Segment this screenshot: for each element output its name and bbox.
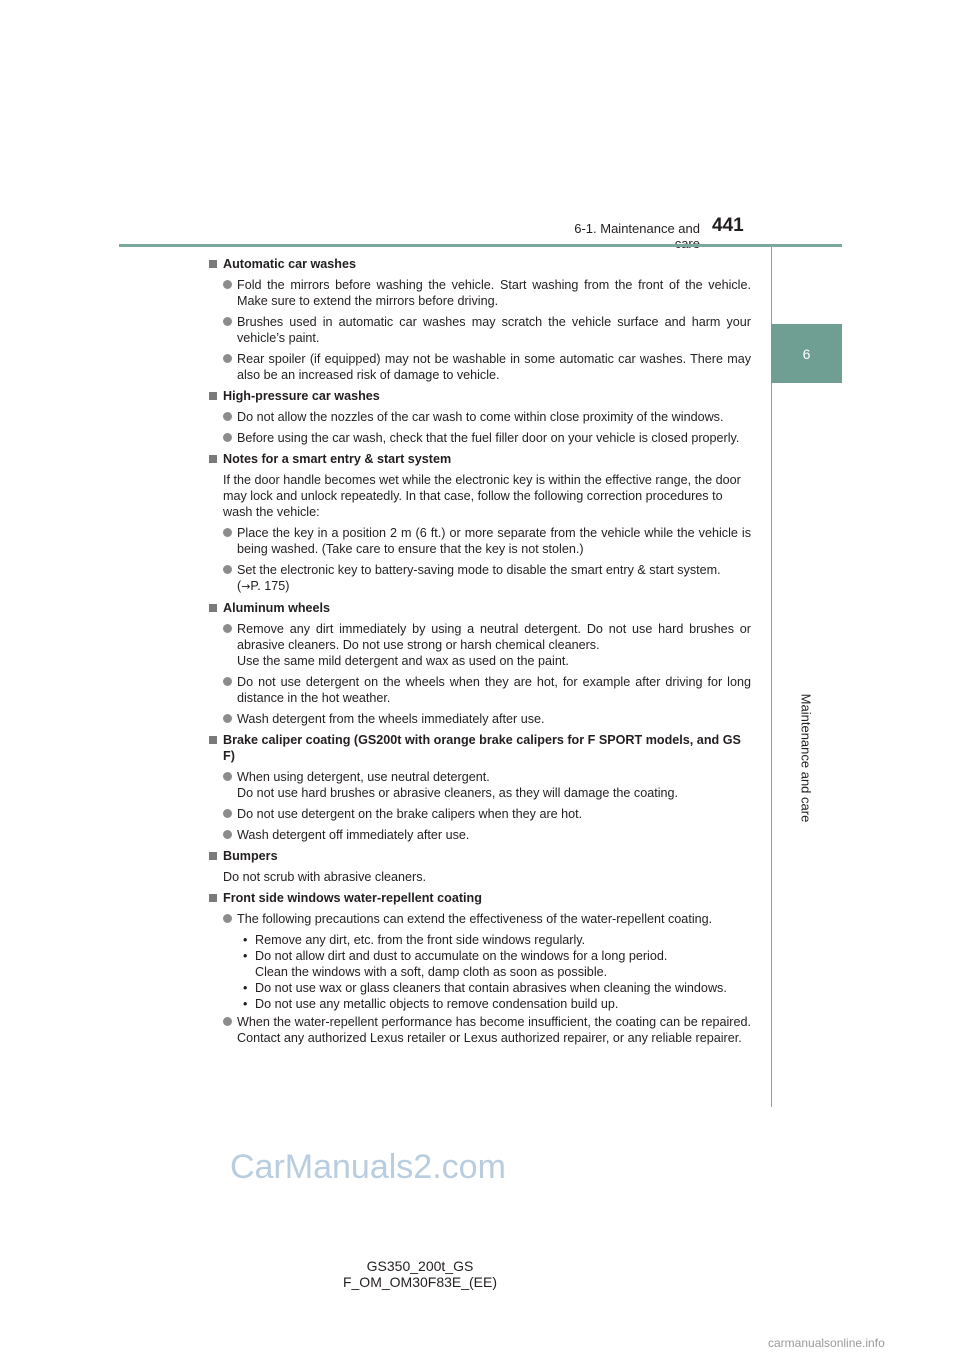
list-item: Set the electronic key to battery-saving mode to disable the smart entry & start system. (→P. 175) [223, 562, 751, 595]
round-bullet-icon [223, 280, 232, 289]
round-bullet-icon [223, 677, 232, 686]
round-bullet-icon [223, 830, 232, 839]
section-title: Bumpers [209, 848, 751, 864]
round-bullet-icon [223, 914, 232, 923]
list-item: Do not use detergent on the wheels when they are hot, for example after driving for long distance in the hot weather. [223, 674, 751, 706]
round-bullet-icon [223, 412, 232, 421]
sub-list-item: • Do not allow dirt and dust to accumulate on the windows for a long period. Clean the windows with a soft, damp cloth as soon as possible. [243, 949, 668, 979]
section-title: Notes for a smart entry & start system [209, 451, 751, 467]
round-bullet-icon [223, 714, 232, 723]
list-item: When the water-repellent performance has become insufficient, the coating can be repaired. Contact any authorized Lexus retailer or Lexus authorized repairer, or any reliable repairer. [223, 1014, 751, 1046]
section-title: Automatic car washes [209, 256, 751, 272]
round-bullet-icon [223, 1017, 232, 1026]
chapter-label-container [798, 693, 814, 823]
section-smart-entry-notes [209, 451, 751, 595]
small-bullet-icon: • [243, 997, 248, 1011]
section-paragraph: If the door handle becomes wet while the electronic key is within the effective range, the door may lock and unlock repeatedly. In that case, follow the following correction procedures to wash the vehicle: [223, 473, 741, 519]
round-bullet-icon [223, 317, 232, 326]
section-high-pressure-car-washes [209, 388, 751, 446]
section-paragraph: Do not scrub with abrasive cleaners. [223, 870, 426, 884]
arrow-right-icon: → [241, 580, 251, 593]
section-title: Front side windows water-repellent coating [209, 890, 751, 906]
square-bullet-icon [209, 894, 217, 902]
round-bullet-icon [223, 565, 232, 574]
section-title: Brake caliper coating (GS200t with orange brake calipers for F SPORT models, and GS F) [209, 732, 751, 764]
round-bullet-icon [223, 624, 232, 633]
chapter-number: 6 [802, 346, 811, 362]
footer-document-code: GS350_200t_GS F_OM_OM30F83E_(EE) [342, 1258, 498, 1290]
sub-list [243, 932, 751, 1012]
section-automatic-car-washes [209, 256, 751, 383]
round-bullet-icon [223, 433, 232, 442]
square-bullet-icon [209, 604, 217, 612]
square-bullet-icon [209, 392, 217, 400]
list-item: Fold the mirrors before washing the vehicle. Start washing from the front of the vehicle. Make sure to extend the mirrors before driving. [223, 277, 751, 309]
round-bullet-icon [223, 809, 232, 818]
list-item: The following precautions can extend the effectiveness of the water-repellent coating. [223, 911, 751, 927]
list-item: Wash detergent from the wheels immediately after use. [223, 711, 751, 727]
main-content [209, 256, 751, 1051]
small-bullet-icon: • [243, 981, 248, 995]
section-brake-caliper-coating [209, 732, 751, 843]
list-item: Do not use detergent on the brake calipers when they are hot. [223, 806, 751, 822]
round-bullet-icon [223, 528, 232, 537]
square-bullet-icon [209, 736, 217, 744]
round-bullet-icon [223, 772, 232, 781]
page-reference[interactable]: (→P. 175) [237, 579, 290, 593]
sub-list-item: • Do not use any metallic objects to remove condensation build up. [243, 997, 619, 1011]
square-bullet-icon [209, 852, 217, 860]
sub-list-item: • Remove any dirt, etc. from the front side windows regularly. [243, 933, 586, 947]
list-item: Brushes used in automatic car washes may scratch the vehicle surface and harm your vehicle’s paint. [223, 314, 751, 346]
section-bumpers [209, 848, 751, 885]
list-item: Remove any dirt immediately by using a neutral detergent. Do not use hard brushes or abrasive cleaners. Do not use strong or harsh chemical cleaners. Use the same mild detergent and wax as used on the paint. [223, 621, 751, 669]
list-item: Do not allow the nozzles of the car wash to come within close proximity of the windows. [223, 409, 751, 425]
square-bullet-icon [209, 260, 217, 268]
chapter-label: Maintenance and care [798, 693, 814, 823]
list-item: Place the key in a position 2 m (6 ft.) or more separate from the vehicle while the vehicle is being washed. (Take care to ensure that the key is not stolen.) [223, 525, 751, 557]
list-item: Rear spoiler (if equipped) may not be washable in some automatic car washes. There may also be an increased risk of damage to vehicle. [223, 351, 751, 383]
header-rule [119, 244, 842, 247]
list-item: Wash detergent off immediately after use. [223, 827, 751, 843]
page-number: 441 [712, 215, 744, 236]
list-item: When using detergent, use neutral detergent. Do not use hard brushes or abrasive cleaners, as they will damage the coating. [223, 769, 751, 801]
list-item: Before using the car wash, check that the fuel filler door on your vehicle is closed properly. [223, 430, 751, 446]
round-bullet-icon [223, 354, 232, 363]
small-bullet-icon: • [243, 933, 248, 947]
section-title: Aluminum wheels [209, 600, 751, 616]
section-aluminum-wheels [209, 600, 751, 727]
header-section-title: 6-1. Maintenance and [574, 221, 700, 236]
square-bullet-icon [209, 455, 217, 463]
section-title: High-pressure car washes [209, 388, 751, 404]
chapter-tab [771, 324, 842, 383]
small-bullet-icon: • [243, 949, 248, 963]
section-water-repellent-coating [209, 890, 751, 1046]
sub-list-item: • Do not use wax or glass cleaners that contain abrasives when cleaning the windows. [243, 981, 727, 995]
bottom-watermark: carmanualsonline.info [768, 1336, 885, 1350]
watermark-text: CarManuals2.com [230, 1148, 506, 1186]
